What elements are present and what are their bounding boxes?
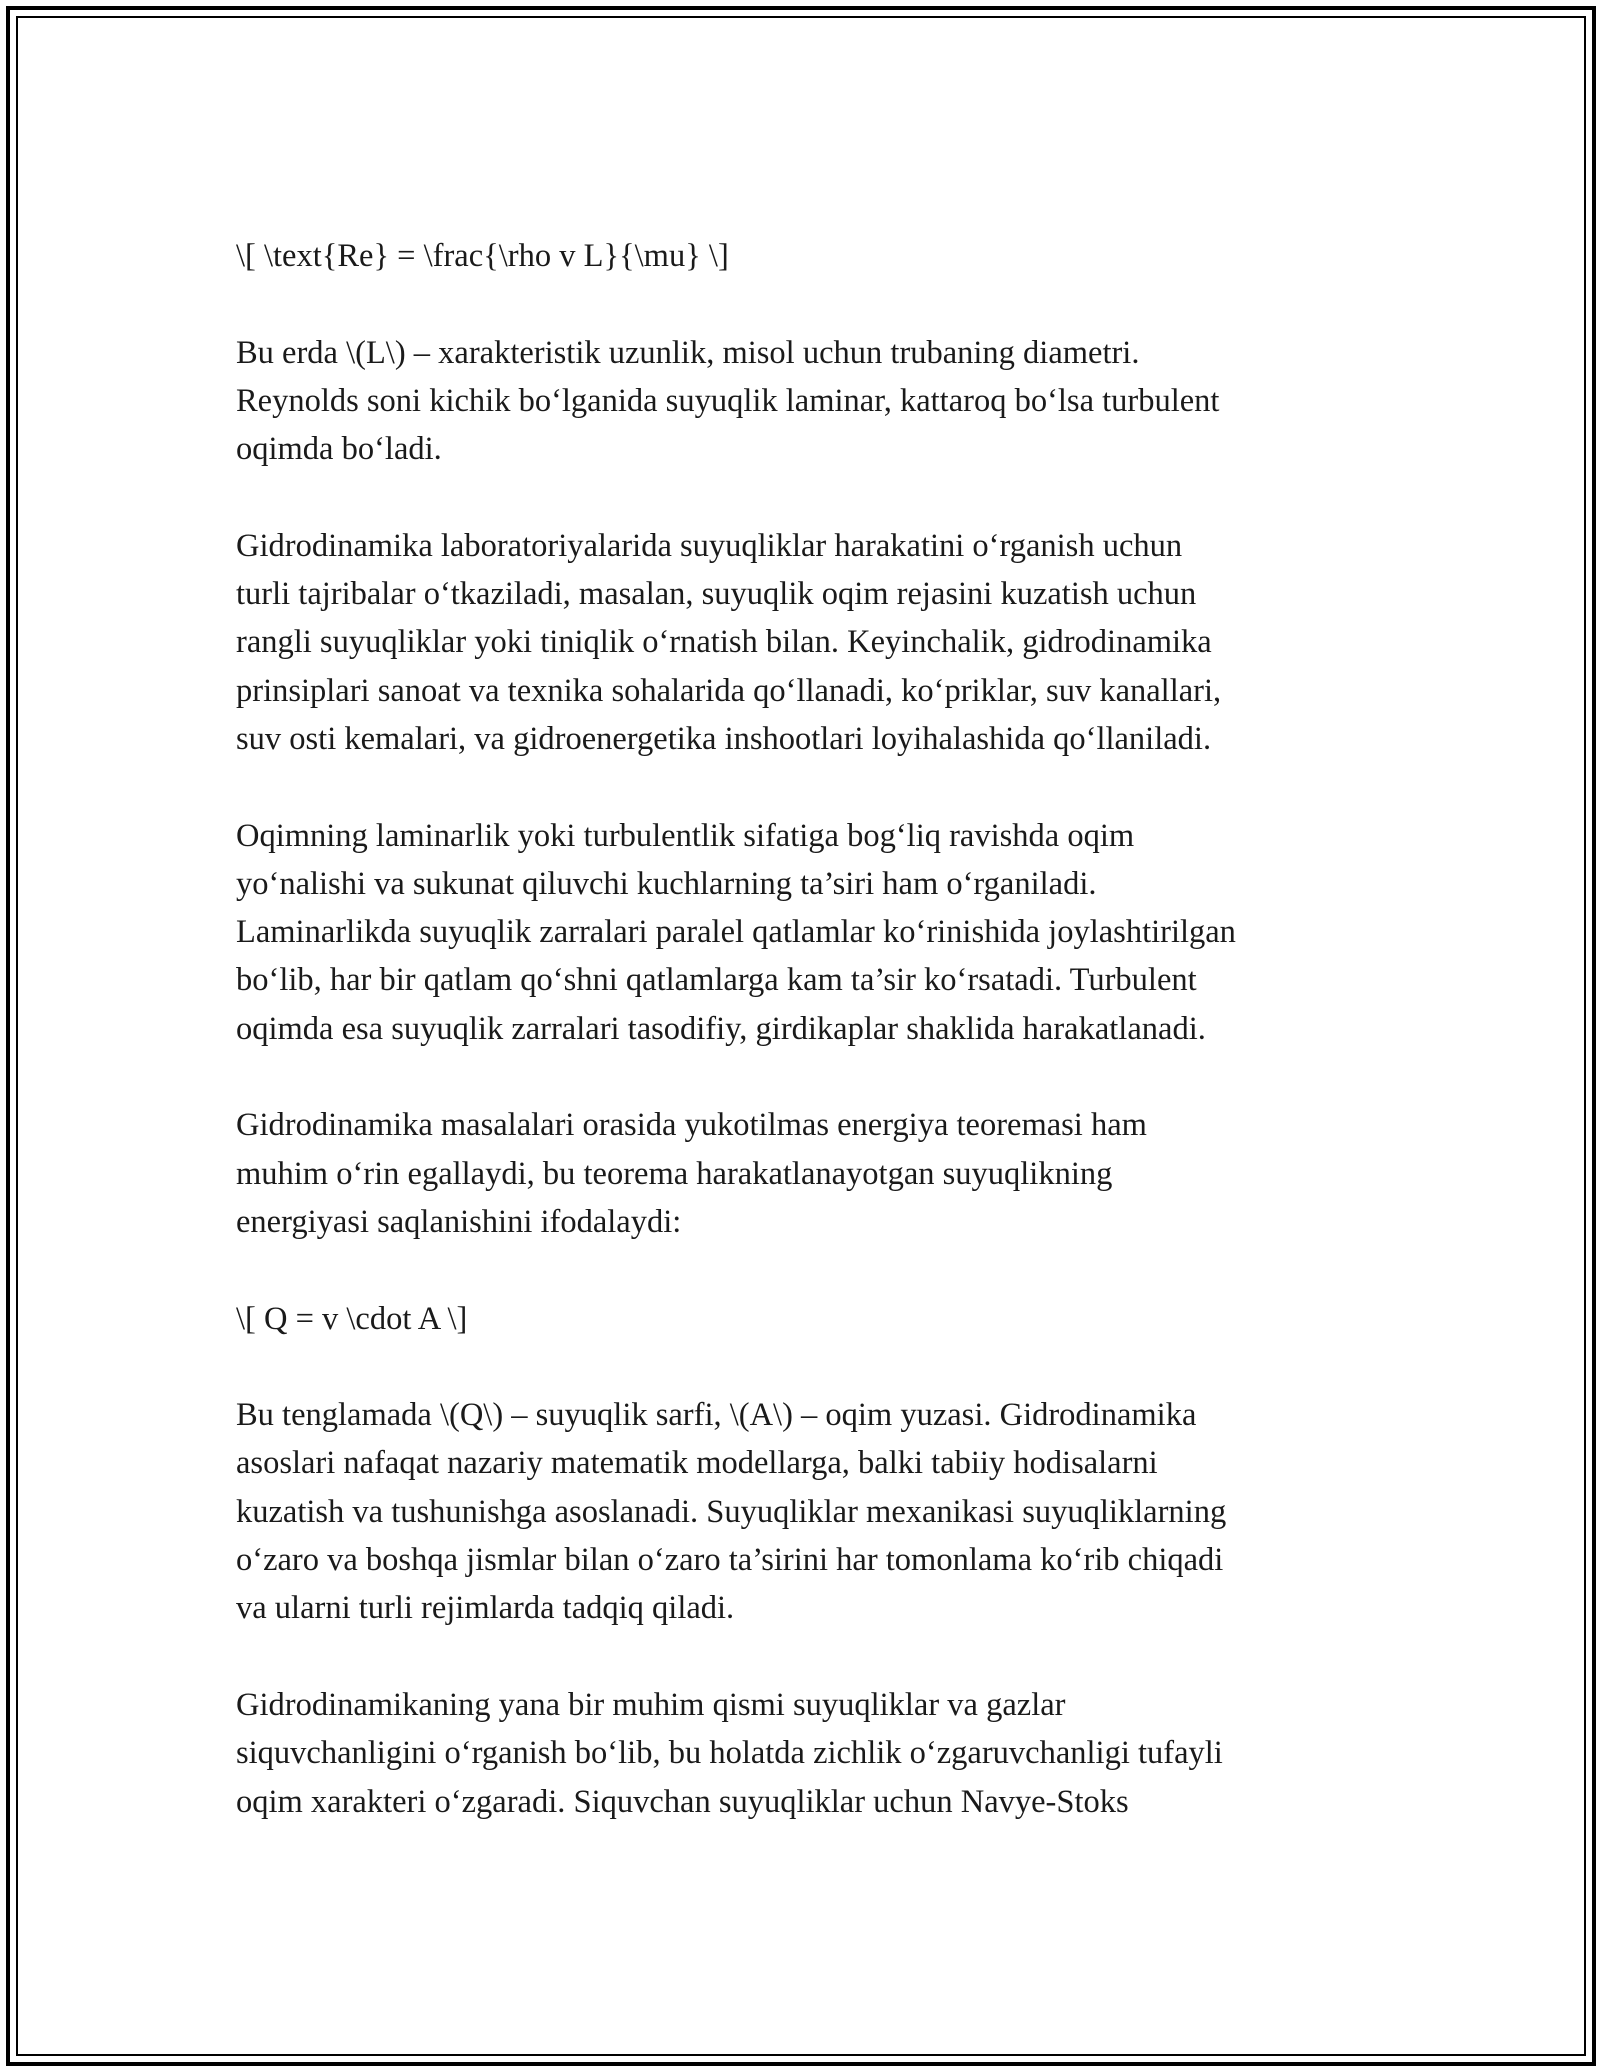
text-line: asoslari nafaqat nazariy matematik modellarga, balki tabiiy hodisalarni: [236, 1445, 1158, 1482]
paragraph: [236, 1681, 1386, 1826]
document-body: [236, 232, 1386, 1874]
text-line: turli tajribalar o‘tkaziladi, masalan, suyuqlik oqim rejasini kuzatish uchun: [236, 576, 1197, 613]
paragraph: [236, 522, 1386, 763]
paragraph: [236, 1101, 1386, 1246]
text-line: oqimda esa suyuqlik zarralari tasodifiy, girdikaplar shaklida harakatlanadi.: [236, 1010, 1206, 1047]
paragraph: [236, 812, 1386, 1053]
text-line: Gidrodinamikaning yana bir muhim qismi suyuqliklar va gazlar: [236, 1686, 1066, 1723]
text-line: Bu tenglamada \(Q\) – suyuqlik sarfi, \(A\) – oqim yuzasi. Gidrodinamika: [236, 1397, 1197, 1434]
text-line: \[ \text{Re} = \frac{\rho v L}{\mu} \]: [236, 238, 729, 274]
text-line: Oqimning laminarlik yoki turbulentlik sifatiga bog‘liq ravishda oqim: [236, 817, 1135, 854]
paragraph: [236, 329, 1386, 474]
text-line: yo‘nalishi va sukunat qiluvchi kuchlarning ta’siri ham o‘rganiladi.: [236, 865, 1097, 902]
paragraph: [236, 1391, 1386, 1632]
text-line: bo‘lib, har bir qatlam qo‘shni qatlamlarga kam ta’sir ko‘rsatadi. Turbulent: [236, 962, 1197, 999]
text-line: \[ Q = v \cdot A \]: [236, 1300, 468, 1337]
text-line: va ularni turli rejimlarda tadqiq qiladi.: [236, 1590, 735, 1627]
text-line: energiyasi saqlanishini ifodalaydi:: [236, 1203, 682, 1240]
text-line: muhim o‘rin egallaydi, bu teorema harakatlanayotgan suyuqlikning: [236, 1155, 1113, 1192]
text-line: siquvchanligini o‘rganish bo‘lib, bu holatda zichlik o‘zgaruvchanligi tufayli: [236, 1735, 1223, 1772]
paragraph: [236, 1295, 1386, 1343]
text-line: Gidrodinamika laboratoriyalarida suyuqliklar harakatini o‘rganish uchun: [236, 527, 1183, 564]
text-line: kuzatish va tushunishga asoslanadi. Suyuqliklar mexanikasi suyuqliklarning: [236, 1493, 1227, 1530]
text-line: prinsiplari sanoat va texnika sohalarida qo‘llanadi, ko‘priklar, suv kanallari,: [236, 672, 1222, 709]
text-line: oqimda bo‘ladi.: [236, 431, 442, 468]
text-line: Reynolds soni kichik bo‘lganida suyuqlik laminar, kattaroq bo‘lsa turbulent: [236, 382, 1220, 419]
text-line: Bu erda \(L\) – xarakteristik uzunlik, misol uchun trubaning diametri.: [236, 334, 1140, 371]
text-line: Gidrodinamika masalalari orasida yukotilmas energiya teoremasi ham: [236, 1107, 1147, 1144]
text-line: o‘zaro va boshqa jismlar bilan o‘zaro ta’sirini har tomonlama ko‘rib chiqadi: [236, 1542, 1224, 1579]
paragraph: [236, 232, 1386, 280]
text-line: rangli suyuqliklar yoki tiniqlik o‘rnatish bilan. Keyinchalik, gidrodinamika: [236, 624, 1212, 661]
text-line: Laminarlikda suyuqlik zarralari paralel qatlamlar ko‘rinishida joylashtirilgan: [236, 914, 1236, 951]
text-line: suv osti kemalari, va gidroenergetika inshootlari loyihalashida qo‘llaniladi.: [236, 720, 1212, 757]
text-line: oqim xarakteri o‘zgaradi. Siquvchan suyuqliklar uchun Navye-Stoks: [236, 1783, 1129, 1820]
